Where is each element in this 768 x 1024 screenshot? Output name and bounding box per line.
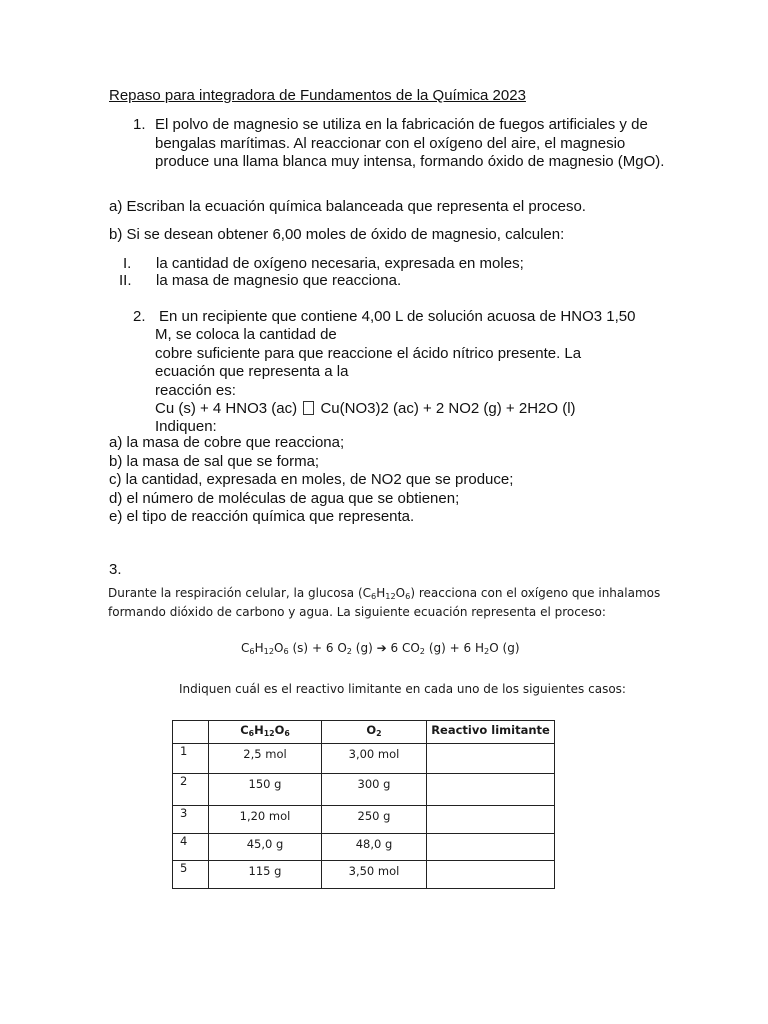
oxygen-cell: 250 g <box>322 806 427 834</box>
page-title: Repaso para integradora de Fundamentos de la Química 2023 <box>109 87 526 104</box>
question-2-line: reacción es: <box>155 381 236 399</box>
table-header-row <box>173 721 555 744</box>
limiting-cell <box>427 744 555 774</box>
question-3-instruction: Indiquen cuál es el reactivo limitante en cada uno de los siguientes casos: <box>179 682 626 696</box>
limiting-cell <box>427 861 555 889</box>
arrow-icon: ➔ <box>376 641 387 655</box>
table-row <box>173 806 555 834</box>
row-number: 1 <box>173 744 209 774</box>
question-1-part-b: b) Si se desean obtener 6,00 moles de óxido de magnesio, calculen: <box>109 226 565 243</box>
question-2-indiquen: Indiquen: <box>155 418 217 436</box>
oxygen-formula: $O_2$ <box>337 641 352 657</box>
table-row <box>173 861 555 889</box>
question-2-line: ecuación que representa a la <box>155 363 349 381</box>
intro-text: Durante la respiración celular, la glucosa ( <box>108 586 363 600</box>
state: (s) <box>292 641 309 655</box>
plus: + <box>311 641 323 655</box>
coefficient: 6 <box>325 641 334 655</box>
row-number: 4 <box>173 834 209 861</box>
question-1-text: El polvo de magnesio se utiliza en la fabricación de fuegos artificiales y de bengalas marítimas. Al reaccionar con el oxígeno del aire, el magnesio produce una llama blanca muy intensa, formando óxido de magnesio (MgO). <box>155 116 665 170</box>
state: (g) <box>428 641 446 655</box>
glucose-formula: $C_6H_{12}O_6$ <box>241 641 289 657</box>
question-1-number: 1. <box>133 116 146 133</box>
question-3-intro <box>108 584 668 622</box>
list-item: b) la masa de sal que se forma; <box>109 452 320 470</box>
list-item: la masa de magnesio que reacciona. <box>156 272 402 289</box>
table-row <box>173 834 555 861</box>
row-number: 3 <box>173 806 209 834</box>
question-2-number: 2. <box>133 308 146 325</box>
row-number: 2 <box>173 774 209 806</box>
list-item: a) la masa de cobre que reacciona; <box>109 434 345 451</box>
question-2-line: M, se coloca la cantidad de <box>155 326 337 344</box>
glucose-cell: 150 g <box>209 774 322 806</box>
glucose-cell: 2,5 mol <box>209 744 322 774</box>
equation-reactants: Cu (s) + 4 HNO3 (ac) <box>155 400 298 418</box>
glucose-cell: 45,0 g <box>209 834 322 861</box>
header-index <box>173 721 209 744</box>
question-2 <box>109 308 669 437</box>
row-number: 5 <box>173 861 209 889</box>
header-glucose: $C_6H_{12}O_6$ <box>209 721 322 744</box>
question-1 <box>109 116 669 172</box>
limiting-cell <box>427 834 555 861</box>
table-row <box>173 774 555 806</box>
oxygen-cell: 3,00 mol <box>322 744 427 774</box>
header-oxygen: $O_2$ <box>322 721 427 744</box>
oxygen-cell: 48,0 g <box>322 834 427 861</box>
list-marker: II. <box>119 272 132 289</box>
glucose-cell: 1,20 mol <box>209 806 322 834</box>
list-item: e) el tipo de reacción química que representa. <box>109 508 415 525</box>
question-3-number: 3. <box>109 561 122 578</box>
list-item: d) el número de moléculas de agua que se obtienen; <box>109 489 460 507</box>
limiting-cell <box>427 774 555 806</box>
question-3-equation <box>241 641 520 655</box>
water-formula: $H_2O$ <box>475 641 499 657</box>
oxygen-cell: 3,50 mol <box>322 861 427 889</box>
equation-products: Cu(NO3)2 (ac) + 2 NO2 (g) + 2H2O (l) <box>320 400 576 418</box>
state: (g) <box>355 641 373 655</box>
coefficient: 6 <box>390 641 399 655</box>
table-row <box>173 744 555 774</box>
plus: + <box>449 641 460 655</box>
state: (g) <box>502 641 520 655</box>
question-2-items <box>109 434 513 527</box>
list-item: c) la cantidad, expresada en moles, de NO2 que se produce; <box>109 471 514 488</box>
glucose-cell: 115 g <box>209 861 322 889</box>
glucose-formula: $C_6H_{12}O_6$ <box>362 586 411 602</box>
question-1-part-a: a) Escriban la ecuación química balanceada que representa el proceso. <box>109 198 586 215</box>
list-marker: I. <box>123 255 132 272</box>
list-item: la cantidad de oxígeno necesaria, expresada en moles; <box>156 255 524 272</box>
oxygen-cell: 300 g <box>322 774 427 806</box>
intro-text: ) reacciona con el oxígeno que inhalamos formando dióxido de carbono y agua. La siguiente ecuación representa el proceso: <box>108 586 661 619</box>
question-2-line: cobre suficiente para que reaccione el ácido nítrico presente. La <box>155 344 582 362</box>
limiting-reagent-table <box>172 720 555 889</box>
question-2-line: En un recipiente que contiene 4,00 L de solución acuosa de HNO3 1,50 <box>159 308 636 325</box>
missing-glyph-box <box>303 401 314 415</box>
question-2-equation <box>155 400 665 418</box>
question-2-text <box>155 308 665 437</box>
co2-formula: $CO_2$ <box>401 641 425 657</box>
limiting-cell <box>427 806 555 834</box>
coefficient: 6 <box>463 641 472 655</box>
header-limiting: Reactivo limitante <box>427 721 555 744</box>
